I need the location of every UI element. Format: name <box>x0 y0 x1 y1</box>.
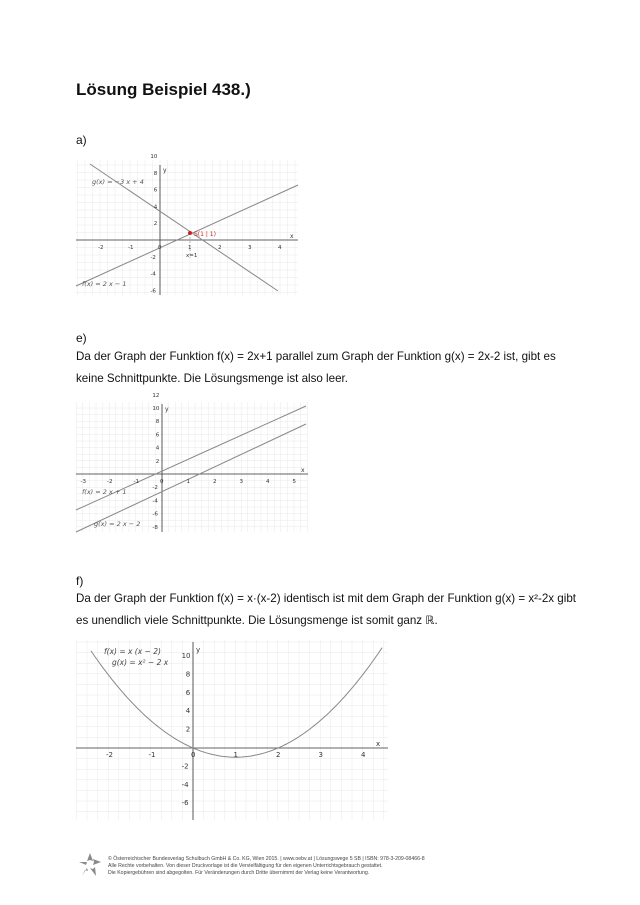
y-tick-label: 6 <box>155 432 160 439</box>
page-title: Lösung Beispiel 438.) <box>76 80 251 99</box>
footer-line-1: © Österreichischer Bundesverlag Schulbuch GmbH & Co. KG, Wien 2015. | www.oebv.at | Lösungswege 5 SB | ISBN: 978-3-209-08466-8 <box>108 856 425 862</box>
graph-e-grid <box>76 402 308 532</box>
y-tick-label: -6 <box>152 511 158 518</box>
section-f-label: f) <box>76 574 84 588</box>
section-e-text: Da der Graph der Funktion f(x) = 2x+1 parallel zum Graph der Funktion g(x) = 2x-2 ist, gibt es keine Schnittpunkte. Die Lösungsmenge ist also leer. <box>76 350 556 385</box>
x-tick-label: 4 <box>266 479 270 485</box>
footer-copyright <box>108 856 508 877</box>
publisher-logo-icon <box>78 852 102 878</box>
y-tick-label: -6 <box>150 288 156 295</box>
graph-a <box>76 154 298 295</box>
graph-f-grid <box>76 640 388 820</box>
section-e-label: e) <box>76 331 87 345</box>
y-tick-label: 4 <box>155 445 160 452</box>
x-tick-label: 5 <box>292 479 296 485</box>
section-a-label: a) <box>76 133 87 147</box>
graph-f-f-label: f(x) = x (x − 2) <box>104 647 161 656</box>
x-tick-label: 4 <box>361 751 366 759</box>
x-tick-label: -2 <box>98 245 104 251</box>
y-tick-label: 12 <box>152 392 160 399</box>
graph-a-y-axis-label: y <box>163 167 167 174</box>
y-tick-label: 8 <box>185 670 191 679</box>
x-tick-label: 1 <box>233 751 238 759</box>
y-tick-label: 6 <box>185 688 191 697</box>
y-tick-label: -4 <box>181 780 189 789</box>
graph-e-line-g <box>76 424 306 532</box>
graph-a-intersection-point <box>188 231 192 235</box>
graph-f <box>76 640 388 820</box>
y-tick-label: 8 <box>155 419 160 426</box>
graph-e-f-label: f(x) = 2 x + 1 <box>82 488 127 496</box>
graph-a-x-marker-label: x=1 <box>186 253 198 259</box>
y-tick-label: 10 <box>181 652 191 660</box>
y-tick-label: -6 <box>181 799 189 808</box>
graph-a-point-label: S(1 | 1) <box>194 231 216 238</box>
y-tick-label: -2 <box>150 254 156 261</box>
graph-f-x-axis-label: x <box>376 740 381 748</box>
y-tick-label: 4 <box>153 204 158 211</box>
y-tick-label: 10 <box>150 154 158 160</box>
x-tick-label: -2 <box>107 479 113 485</box>
graph-f-y-axis-label: y <box>196 646 201 654</box>
graph-e-g-label: g(x) = 2 x − 2 <box>94 520 141 528</box>
x-tick-label: 2 <box>276 751 281 759</box>
x-tick-label: 2 <box>218 245 222 251</box>
footer-line-3: Die Kopiergebühren sind abgegolten. Für Veränderungen durch Dritte übernimmt der Verlag keine Verantwortung. <box>108 870 370 876</box>
y-tick-label: 6 <box>153 187 158 194</box>
x-tick-label: 3 <box>318 751 323 759</box>
x-tick-label: 0 <box>160 479 164 485</box>
y-tick-label: 2 <box>185 725 191 734</box>
x-tick-label: 4 <box>278 245 282 251</box>
footer-line-2: Alle Rechte vorbehalten. Von dieser Druckvorlage ist die Vervielfältigung für den eigenen Unterrichtsgebrauch gestattet. <box>108 863 383 869</box>
x-tick-label: -1 <box>133 479 139 485</box>
y-tick-label: 4 <box>185 707 191 716</box>
y-tick-label: -8 <box>152 524 158 531</box>
x-tick-label: -1 <box>128 245 134 251</box>
y-tick-label: 2 <box>153 221 158 228</box>
x-tick-label: 2 <box>213 479 217 485</box>
y-tick-label: -2 <box>181 762 189 771</box>
x-tick-label: 3 <box>248 245 252 251</box>
x-tick-label: 1 <box>186 479 190 485</box>
section-f-text: Da der Graph der Funktion f(x) = x·(x-2) identisch ist mit dem Graph der Funktion g(x) = x²-2x gibt es unendlich viele Schnittpunkte. Die Lösungsmenge ist somit ganz ℝ. <box>76 592 576 627</box>
y-tick-label: 2 <box>155 458 160 465</box>
x-tick-label: 0 <box>191 751 196 759</box>
x-tick-label: -2 <box>106 751 113 759</box>
y-tick-label: -4 <box>152 498 158 505</box>
graph-a-x-axis-label: x <box>290 233 294 240</box>
x-tick-label: -1 <box>148 751 156 759</box>
x-tick-label: 0 <box>158 245 162 251</box>
graph-f-g-label: g(x) = x² − 2 x <box>112 658 169 667</box>
y-tick-label: -2 <box>152 485 158 492</box>
y-tick-label: 8 <box>153 170 158 177</box>
x-tick-label: -3 <box>80 479 86 485</box>
graph-e-y-axis-label: y <box>165 406 169 413</box>
y-tick-label: -4 <box>150 271 156 278</box>
graph-e <box>76 392 308 532</box>
graph-e-x-axis-label: x <box>301 467 305 474</box>
x-tick-label: 1 <box>188 245 192 251</box>
graph-a-g-label: g(x) = −3 x + 4 <box>92 178 144 186</box>
y-tick-label: 10 <box>152 406 160 412</box>
x-tick-label: 3 <box>239 479 243 485</box>
graph-a-f-label: f(x) = 2 x − 1 <box>82 280 127 288</box>
graph-a-line-f <box>76 185 298 286</box>
